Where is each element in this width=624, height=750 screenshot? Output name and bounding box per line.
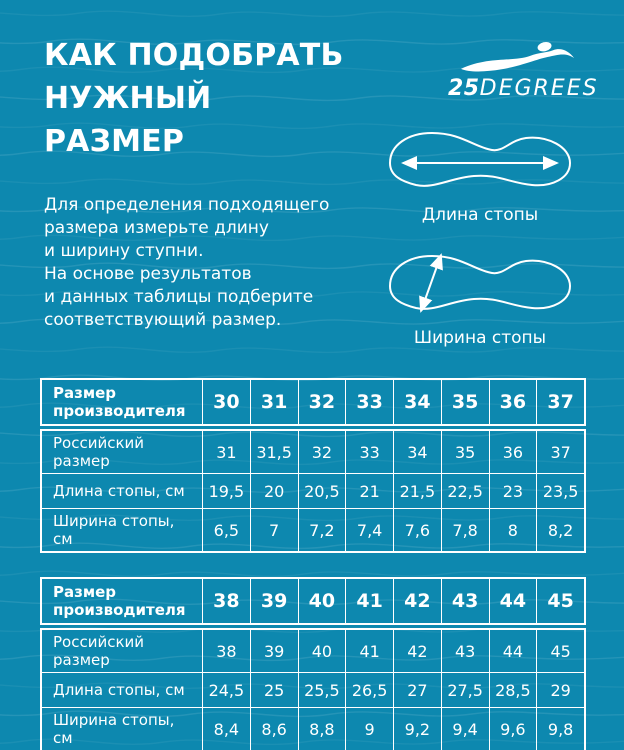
table-header-value: 31: [250, 380, 298, 424]
table-cell-value: 8,6: [250, 708, 298, 750]
table-header-value: 33: [345, 380, 393, 424]
table-cell-value: 43: [441, 630, 489, 672]
intro-line: На основе результатов: [44, 264, 252, 284]
table-cell-value: 7,4: [345, 509, 393, 551]
table-row-label: Длина стопы, см: [53, 681, 185, 699]
table-cell-value: 7,6: [393, 509, 441, 551]
size-tables: [40, 378, 586, 750]
table-cell-value: 28,5: [489, 673, 537, 707]
table-header-value: 34: [393, 380, 441, 424]
table-header-value: 35: [441, 380, 489, 424]
table-row: [42, 508, 584, 551]
table-cell-value: 27,5: [441, 673, 489, 707]
table-cell-value: 40: [298, 630, 346, 672]
table-header-value: 36: [489, 380, 537, 424]
intro-line: Для определения подходящего: [44, 195, 330, 215]
table-header-row: [40, 378, 586, 426]
table-cell-value: 7: [250, 509, 298, 551]
table-body: [40, 628, 586, 750]
table-cell-value: 22,5: [441, 474, 489, 508]
foot-width-label: Ширина стопы: [413, 328, 547, 348]
foot-length-label: Длина стопы: [421, 205, 539, 225]
table-cell-value: 44: [489, 630, 537, 672]
size-table-30-37: [40, 378, 586, 553]
table-cell-value: 8,2: [536, 509, 584, 551]
brand-wordmark: [448, 76, 599, 101]
table-cell-value: 25: [250, 673, 298, 707]
table-cell-value: 20,5: [298, 474, 346, 508]
table-row: [42, 630, 584, 672]
size-table-38-45: [40, 577, 586, 750]
table-cell-value: 21,5: [393, 474, 441, 508]
table-row: [42, 431, 584, 473]
table-header-value: 37: [536, 380, 584, 424]
table-cell-value: 23: [489, 474, 537, 508]
page-title-line: РАЗМЕР: [44, 124, 185, 159]
brand-number: 25: [448, 76, 480, 101]
brand-logo: [448, 40, 599, 101]
table-cell-value: 45: [536, 630, 584, 672]
table-row-label: Длина стопы, см: [53, 482, 185, 500]
table-cell-value: 39: [250, 630, 298, 672]
table-cell-value: 32: [298, 431, 346, 473]
table-header-value: 41: [345, 579, 393, 623]
table-header-value: 40: [298, 579, 346, 623]
table-row: [42, 707, 584, 750]
table-cell-value: 37: [536, 431, 584, 473]
table-cell-value: 31,5: [250, 431, 298, 473]
table-cell-value: 35: [441, 431, 489, 473]
table-row-label: Российский размер: [53, 434, 145, 470]
foot-width-diagram: [364, 241, 596, 348]
table-cell-value: 41: [345, 630, 393, 672]
table-cell-value: 24,5: [202, 673, 250, 707]
table-cell-value: 34: [393, 431, 441, 473]
table-cell-value: 21: [345, 474, 393, 508]
table-cell-value: 8: [489, 509, 537, 551]
foot-length-diagram: [364, 118, 596, 225]
table-header-value: 44: [489, 579, 537, 623]
table-header-value: 38: [202, 579, 250, 623]
table-cell-value: 23,5: [536, 474, 584, 508]
brand-word: DEGREES: [479, 76, 599, 101]
intro-text: [44, 194, 329, 332]
intro-line: соответствующий размер.: [44, 310, 282, 330]
table-cell-value: 36: [489, 431, 537, 473]
page-title-line: КАК ПОДОБРАТЬ: [44, 38, 344, 73]
table-cell-value: 19,5: [202, 474, 250, 508]
table-cell-value: 8,8: [298, 708, 346, 750]
table-cell-value: 27: [393, 673, 441, 707]
foot-width-icon: [374, 241, 586, 325]
table-row-label: Российский размер: [53, 633, 145, 669]
table-header-label: Размер производителя: [53, 384, 186, 420]
table-header-value: 30: [202, 380, 250, 424]
swimmer-icon: [459, 40, 577, 76]
table-row: [42, 473, 584, 508]
table-cell-value: 42: [393, 630, 441, 672]
intro-line: и данных таблицы подберите: [44, 287, 314, 307]
table-cell-value: 33: [345, 431, 393, 473]
table-cell-value: 25,5: [298, 673, 346, 707]
table-cell-value: 31: [202, 431, 250, 473]
table-row-label: Ширина стопы, см: [53, 512, 175, 548]
table-row-label: Ширина стопы, см: [53, 711, 175, 747]
table-cell-value: 20: [250, 474, 298, 508]
table-cell-value: 7,8: [441, 509, 489, 551]
table-header-value: 39: [250, 579, 298, 623]
page-title: [44, 34, 344, 163]
page-title-line: НУЖНЫЙ: [44, 81, 212, 116]
foot-length-icon: [374, 118, 586, 202]
table-header-value: 43: [441, 579, 489, 623]
table-header-label: Размер производителя: [53, 583, 186, 619]
table-header-value: 32: [298, 380, 346, 424]
table-cell-value: 9,6: [489, 708, 537, 750]
table-cell-value: 9,4: [441, 708, 489, 750]
intro-line: размера измерьте длину: [44, 218, 269, 238]
intro-line: и ширину ступни.: [44, 241, 204, 261]
measuring-diagrams: [364, 118, 596, 364]
table-cell-value: 6,5: [202, 509, 250, 551]
table-header-value: 42: [393, 579, 441, 623]
table-row: [42, 672, 584, 707]
table-cell-value: 29: [536, 673, 584, 707]
table-body: [40, 429, 586, 553]
table-cell-value: 26,5: [345, 673, 393, 707]
table-cell-value: 9,2: [393, 708, 441, 750]
table-header-row: [40, 577, 586, 625]
table-cell-value: 9,8: [536, 708, 584, 750]
table-cell-value: 9: [345, 708, 393, 750]
table-cell-value: 7,2: [298, 509, 346, 551]
table-cell-value: 8,4: [202, 708, 250, 750]
table-header-value: 45: [536, 579, 584, 623]
table-cell-value: 38: [202, 630, 250, 672]
